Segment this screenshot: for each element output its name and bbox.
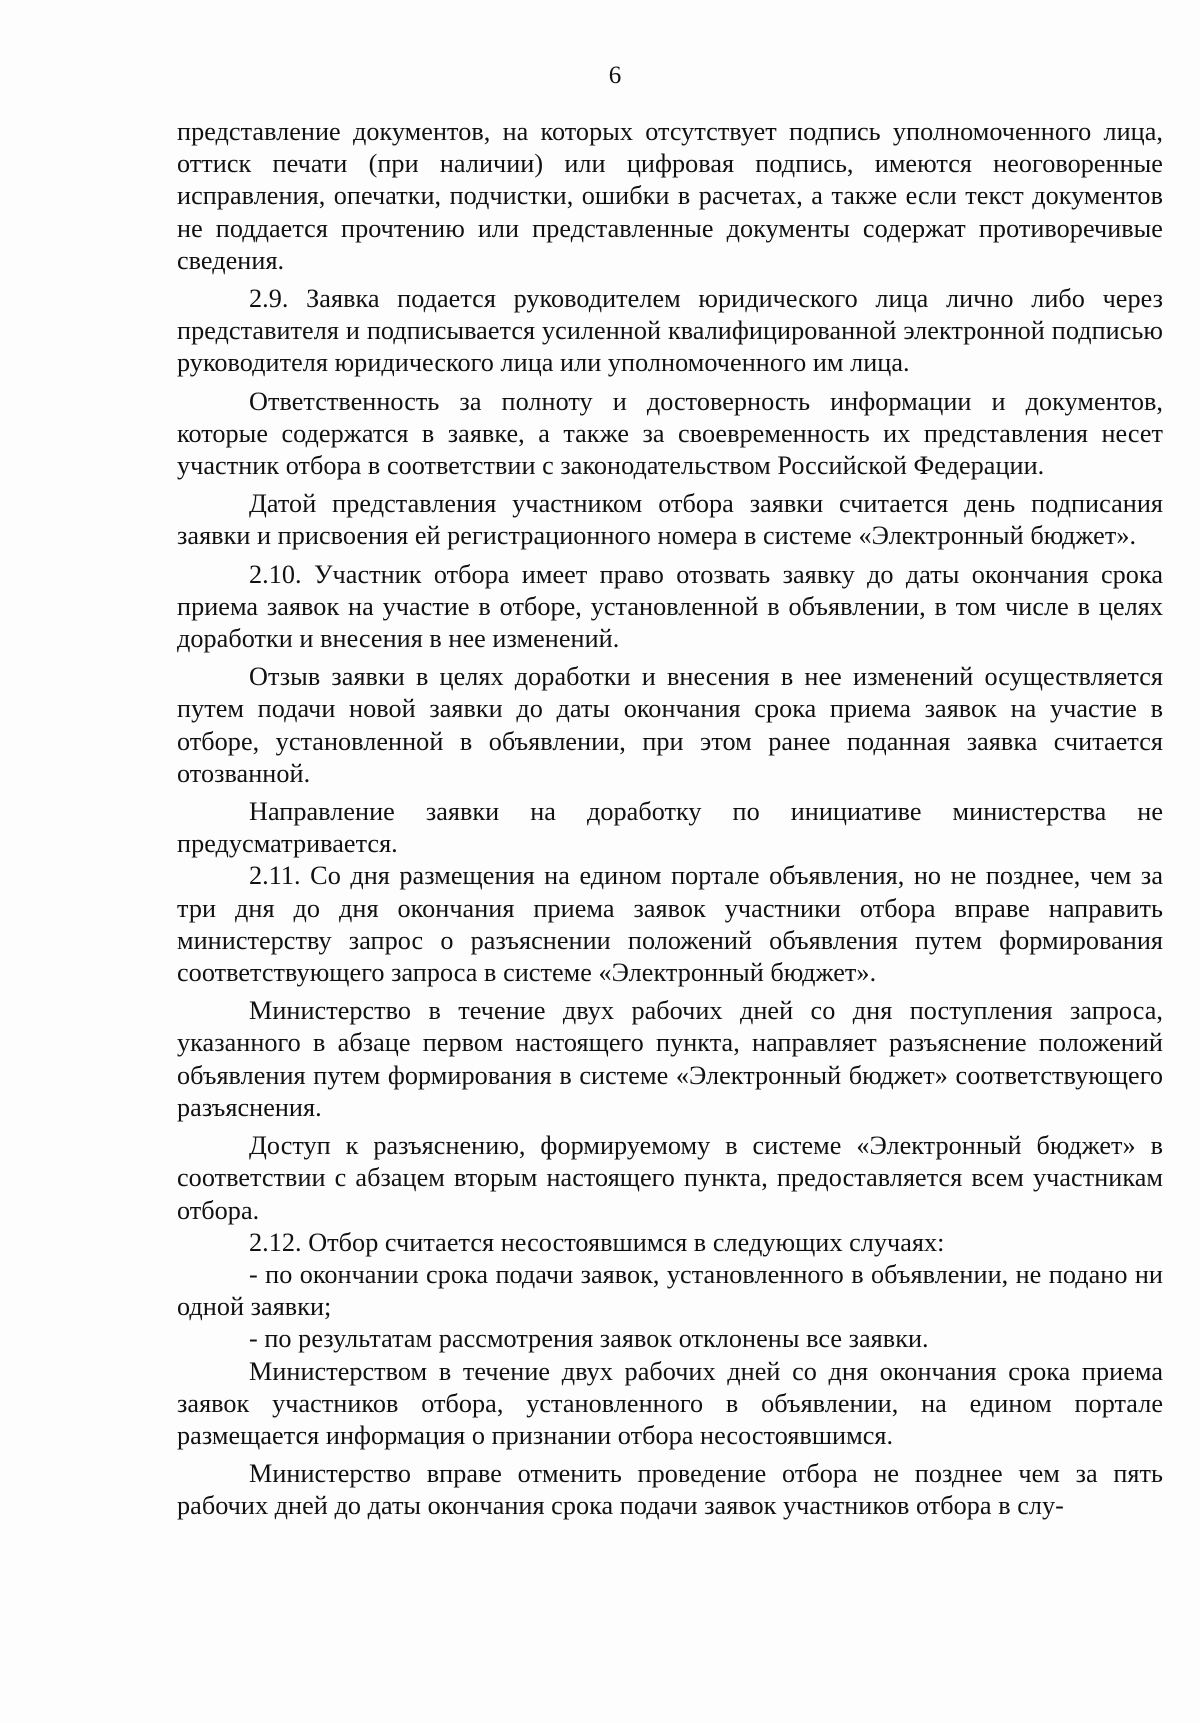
paragraph: Отзыв заявки в целях доработки и внесения в нее изменений осуществляется путем подачи новой заявки до даты окончания срока приема заявок на участие в отборе, установленной в объявлении, при этом ранее поданная заявка считается отозванной. bbox=[177, 662, 1163, 788]
paragraph: Доступ к разъяснению, формируемому в системе «Электронный бюджет» в соответствии с абзацем вторым настоящего пункта, предоставляется всем участникам отбора. bbox=[177, 1131, 1163, 1225]
paragraph: 2.10. Участник отбора имеет право отозвать заявку до даты окончания срока приема заявок на участие в отборе, установленной в объявлении, в том числе в целях доработки и внесения в нее изменений. bbox=[177, 559, 1163, 654]
document-body bbox=[177, 116, 1163, 1523]
paragraph: Ответственность за полноту и достоверность информации и документов, которые содержатся в заявке, а также за своевременность их представления несет участник отбора в соответствии с законодательством Российской Федерации. bbox=[177, 386, 1163, 481]
paragraph: 2.12. Отбор считается несостоявшимся в следующих случаях: bbox=[249, 1227, 945, 1257]
paragraph: Министерство в течение двух рабочих дней со дня поступления запроса, указанного в абзаце первом настоящего пункта, направляет разъяснение положений объявления путем формирования в системе «Электронный бюджет» соответствующего разъяснения. bbox=[177, 996, 1163, 1122]
paragraph: Министерством в течение двух рабочих дней со дня окончания срока приема заявок участников отбора, установленного в объявлении, на едином портале размещается информация о признании отбора несостоявшимся. bbox=[177, 1356, 1163, 1450]
list-item: - по результатам рассмотрения заявок отклонены все заявки. bbox=[249, 1324, 929, 1354]
list-item: - по окончании срока подачи заявок, установленного в объявлении, не подано ни одной заявки; bbox=[177, 1259, 1163, 1322]
page-number: 6 bbox=[608, 62, 622, 89]
paragraph: представление документов, на которых отсутствует подпись уполномоченного лица, оттиск печати (при наличии) или цифровая подпись, имеются неоговоренные исправления, опечатки, подчистки, ошибки в расчетах, а также если текст документов не поддается прочтению или представленные документы содержат противоречивые сведения. bbox=[177, 117, 1163, 275]
paragraph: 2.11. Со дня размещения на едином портале объявления, но не позднее, чем за три дня до дня окончания приема заявок участники отбора вправе направить министерству запрос о разъяснении положений объявления путем формирования соответствующего запроса в системе «Электронный бюджет». bbox=[177, 861, 1163, 988]
paragraph: Направление заявки на доработку по инициативе министерства не предусматривается. bbox=[177, 797, 1163, 859]
paragraph: Датой представления участником отбора заявки считается день подписания заявки и присвоения ей регистрационного номера в системе «Электронный бюджет». bbox=[177, 489, 1163, 551]
paragraph: Министерство вправе отменить проведение отбора не позднее чем за пять рабочих дней до даты окончания срока подачи заявок участников отбора в слу- bbox=[177, 1459, 1163, 1521]
paragraph: 2.9. Заявка подается руководителем юридического лица лично либо через представителя и подписывается усиленной квалифицированной электронной подписью руководителя юридического лица или уполномоченного им лица. bbox=[177, 284, 1163, 378]
